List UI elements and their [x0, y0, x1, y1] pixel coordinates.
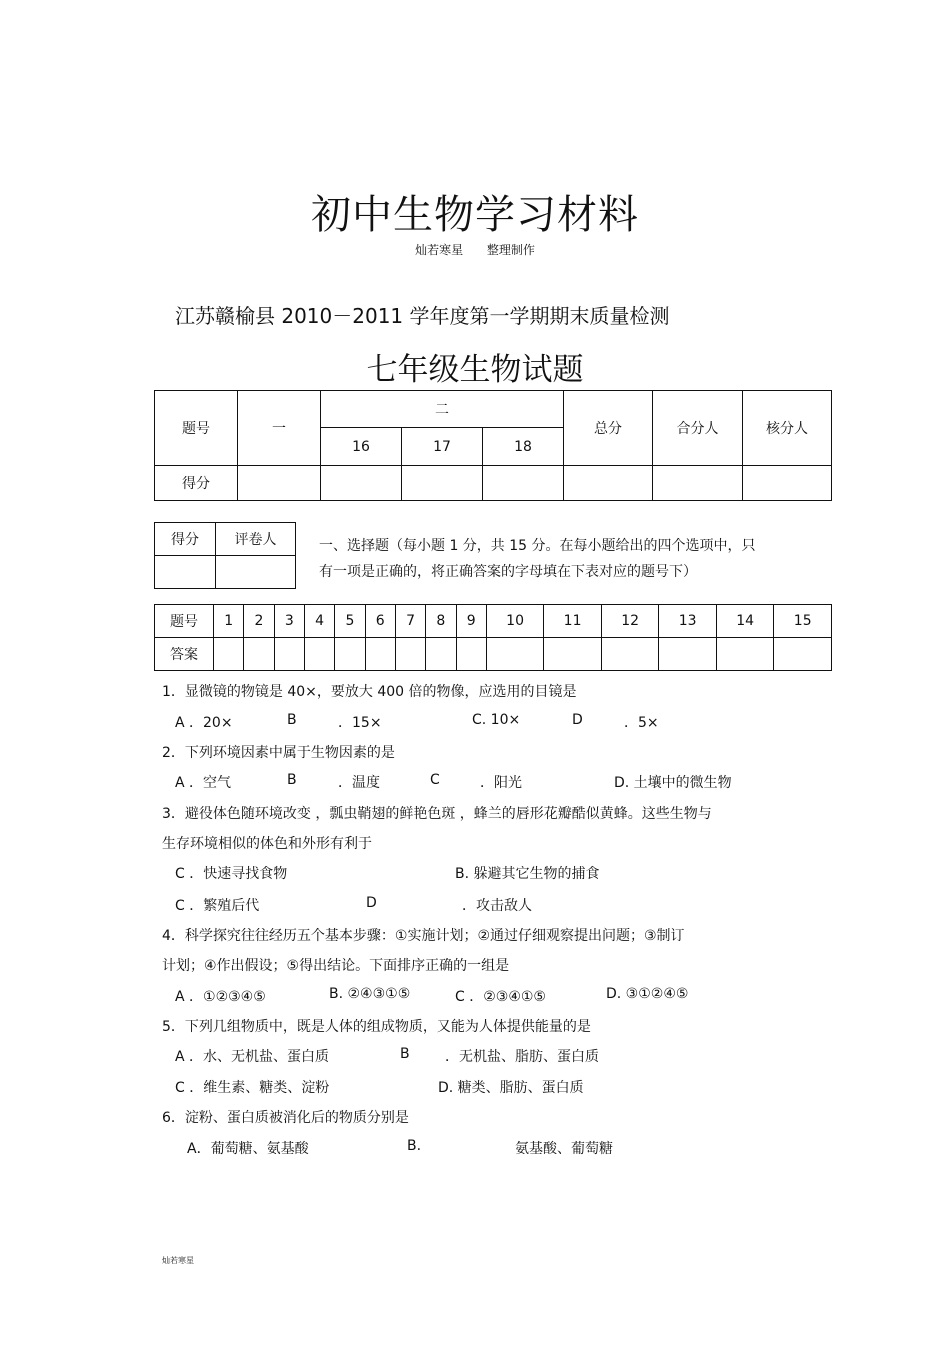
- q1-option-b-text: ．15×: [338, 715, 382, 731]
- answer-number-14: 14: [716, 605, 774, 638]
- question-4-cont: 计划；④作出假设；⑤得出结论。下面排序正确的一组是: [162, 958, 510, 974]
- grader-pingjuanren: 评卷人: [216, 523, 296, 556]
- q4-option-c: C ．②③④①⑤: [455, 989, 546, 1005]
- section-instructions: [319, 533, 756, 585]
- score-cell: [743, 466, 832, 501]
- score-sub-17: 17: [402, 428, 483, 466]
- score-cell: [321, 466, 402, 501]
- answer-number-15: 15: [774, 605, 832, 638]
- score-cell: [238, 466, 321, 501]
- answer-blank-6: [365, 638, 395, 671]
- q3-option-d-label: D: [366, 895, 377, 911]
- grader-cell: [216, 556, 296, 589]
- q3-option-a: C ．快速寻找食物: [175, 866, 288, 882]
- answer-header-tihao: 题号: [155, 605, 214, 638]
- question-5: 5．下列几组物质中，既是人体的组成物质，又能为人体提供能量的是: [162, 1019, 591, 1035]
- exam-title: 七年级生物试题: [366, 352, 584, 388]
- answer-blank-11: [544, 638, 602, 671]
- question-2: 2．下列环境因素中属于生物因素的是: [162, 745, 395, 761]
- cover-made-by: 整理制作: [486, 243, 535, 257]
- grader-cell: [155, 556, 216, 589]
- answer-blank-2: [244, 638, 274, 671]
- question-1: 1．显微镜的物镜是 40×，要放大 400 倍的物像，应选用的目镜是: [162, 684, 577, 700]
- q6-option-b-label: B.: [407, 1138, 422, 1154]
- answer-number-3: 3: [274, 605, 304, 638]
- answer-blank-13: [659, 638, 717, 671]
- q2-option-b-label: B: [287, 772, 297, 788]
- grader-table: [154, 522, 296, 589]
- score-cell: [402, 466, 483, 501]
- q3-option-b: B. 躲避其它生物的捕食: [455, 866, 600, 882]
- score-sub-18: 18: [483, 428, 564, 466]
- answer-number-6: 6: [365, 605, 395, 638]
- score-header-hefenren: 合分人: [653, 391, 743, 466]
- answer-number-2: 2: [244, 605, 274, 638]
- q6-option-a: A．葡萄糖、氨基酸: [187, 1141, 309, 1157]
- answer-number-13: 13: [659, 605, 717, 638]
- answer-number-4: 4: [304, 605, 334, 638]
- answer-blank-5: [335, 638, 365, 671]
- answer-number-7: 7: [395, 605, 425, 638]
- answer-blank-15: [774, 638, 832, 671]
- score-cell: [483, 466, 564, 501]
- answer-blank-8: [426, 638, 456, 671]
- q5-option-c: C ．维生素、糖类、淀粉: [175, 1080, 330, 1096]
- q2-option-d: D. 土壤中的微生物: [614, 775, 732, 791]
- q4-option-a: A ．①②③④⑤: [175, 989, 266, 1005]
- answer-blank-10: [486, 638, 544, 671]
- answer-blank-1: [214, 638, 244, 671]
- answer-blank-7: [395, 638, 425, 671]
- q6-option-b-text: 氨基酸、葡萄糖: [515, 1141, 613, 1157]
- q2-option-c-text: ．阳光: [480, 775, 522, 791]
- q3-option-c: C ．繁殖后代: [175, 898, 260, 914]
- answer-number-8: 8: [426, 605, 456, 638]
- score-header-hefenren2: 核分人: [743, 391, 832, 466]
- grader-defen: 得分: [155, 523, 216, 556]
- cover-title: 初中生物学习材料: [311, 192, 639, 238]
- score-table: [154, 390, 832, 501]
- answer-blank-12: [601, 638, 659, 671]
- question-3: 3．避役体色随环境改变 ，瓢虫鞘翅的鲜艳色斑 ，蜂兰的唇形花瓣酷似黄蜂。这些生物与: [162, 806, 712, 822]
- cover-subtitle: [0, 241, 950, 258]
- q5-option-a: A ．水、无机盐、蛋白质: [175, 1049, 330, 1065]
- answer-number-9: 9: [456, 605, 486, 638]
- question-6: 6．淀粉、蛋白质被消化后的物质分别是: [162, 1110, 409, 1126]
- answer-header-daan: 答案: [155, 638, 214, 671]
- q3-option-d-text: ．攻击敌人: [462, 898, 532, 914]
- score-header-zongfen: 总分: [564, 391, 653, 466]
- cover-author: 灿若寒星: [415, 243, 464, 257]
- answer-blank-9: [456, 638, 486, 671]
- score-cell: [653, 466, 743, 501]
- q5-option-d: D. 糖类、脂肪、蛋白质: [438, 1080, 584, 1096]
- score-sub-16: 16: [321, 428, 402, 466]
- score-header-yi: 一: [238, 391, 321, 466]
- q5-option-b-text: ．无机盐、脂肪、蛋白质: [445, 1049, 599, 1065]
- answer-blank-4: [304, 638, 334, 671]
- q4-option-d: D. ③①②④⑤: [606, 986, 689, 1002]
- answer-number-12: 12: [601, 605, 659, 638]
- q5-option-b-label: B: [400, 1046, 410, 1062]
- q2-option-b-text: ．温度: [338, 775, 380, 791]
- q1-option-c: C. 10×: [472, 712, 521, 728]
- score-cell: [564, 466, 653, 501]
- q2-option-a: A ．空气: [175, 775, 232, 791]
- instruction-line-2: 有一项是正确的，将正确答案的字母填在下表对应的题号下）: [319, 564, 697, 580]
- score-row-defen: 得分: [155, 466, 238, 501]
- page-footer: 灿若寒星: [162, 1256, 194, 1265]
- answer-table: [154, 604, 832, 671]
- q1-option-d-label: D: [572, 712, 583, 728]
- q1-option-d-text: ．5×: [624, 715, 659, 731]
- q2-option-c-label: C: [430, 772, 440, 788]
- answer-blank-14: [716, 638, 774, 671]
- instruction-line-1: 一、选择题（每小题 1 分，共 15 分。在每小题给出的四个选项中，只: [319, 538, 756, 554]
- exam-header: 江苏赣榆县 2010－2011 学年度第一学期期末质量检测: [175, 304, 670, 328]
- q4-option-b: B. ②④③①⑤: [329, 986, 411, 1002]
- answer-blank-3: [274, 638, 304, 671]
- answer-number-10: 10: [486, 605, 544, 638]
- question-4: 4．科学探究往往经历五个基本步骤：①实施计划；②通过仔细观察提出问题；③制订: [162, 928, 685, 944]
- q1-option-a: A ．20×: [175, 715, 233, 731]
- question-3-cont: 生存环境相似的体色和外形有利于: [162, 836, 372, 852]
- score-header-tihao: 题号: [155, 391, 238, 466]
- answer-number-5: 5: [335, 605, 365, 638]
- q1-option-b-label: B: [287, 712, 297, 728]
- answer-number-11: 11: [544, 605, 602, 638]
- answer-number-1: 1: [214, 605, 244, 638]
- score-header-er: 二: [321, 391, 564, 428]
